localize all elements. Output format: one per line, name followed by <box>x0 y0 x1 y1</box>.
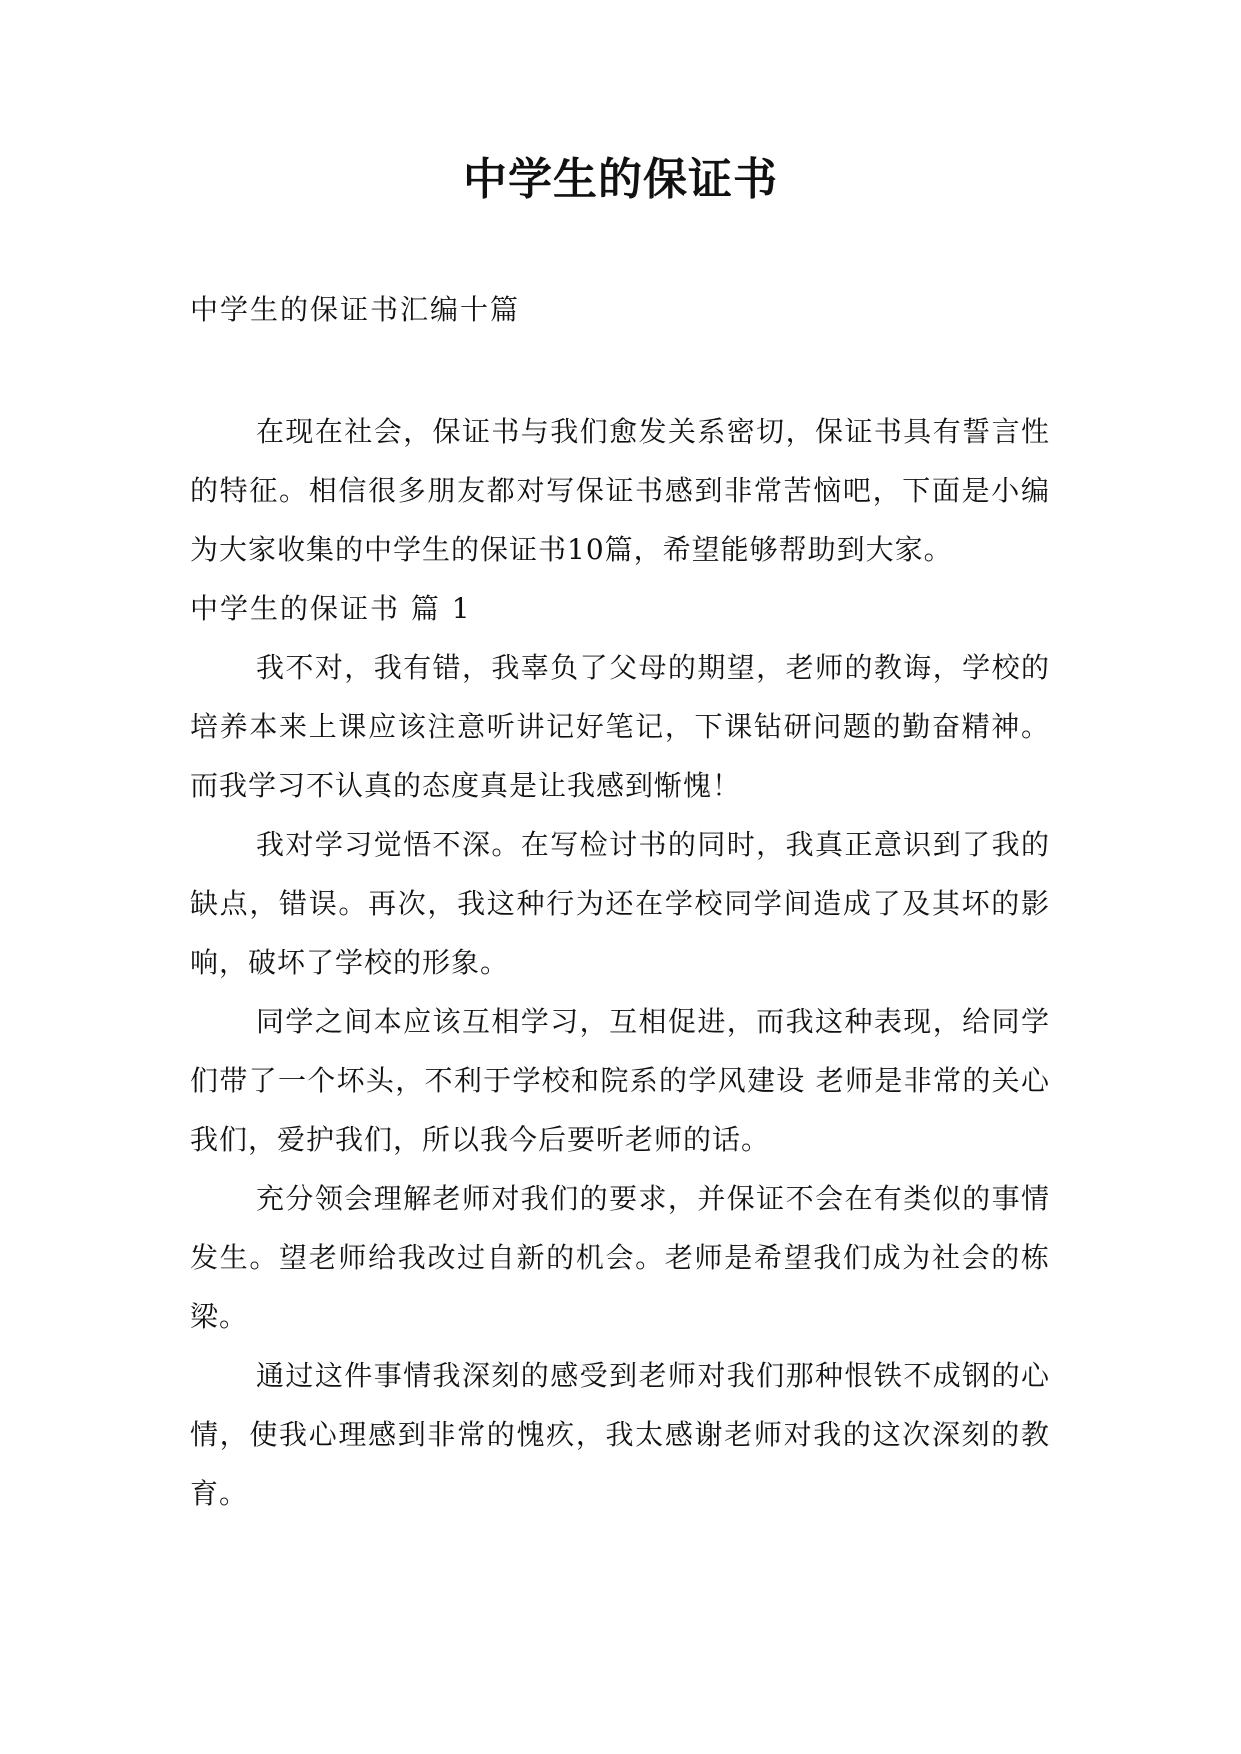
intro-paragraph: 在现在社会，保证书与我们愈发关系密切，保证书具有誓言性的特征。相信很多朋友都对写保证书感到非常苦恼吧，下面是小编为大家收集的中学生的保证书10篇，希望能够帮助到大家。 <box>190 415 1050 566</box>
document-body <box>190 402 1050 1523</box>
body-paragraph-5: 通过这件事情我深刻的感受到老师对我们那种恨铁不成钢的心情，使我心理感到非常的愧疚，我太感谢老师对我的这次深刻的教育。 <box>190 1359 1050 1510</box>
body-paragraph-4: 充分领会理解老师对我们的要求，并保证不会在有类似的事情发生。望老师给我改过自新的机会。老师是希望我们成为社会的栋梁。 <box>190 1182 1050 1333</box>
document-subtitle: 中学生的保证书汇编十篇 <box>190 293 521 326</box>
document-title: 中学生的保证书 <box>463 154 778 205</box>
body-paragraph-2: 我对学习觉悟不深。在写检讨书的同时，我真正意识到了我的缺点，错误。再次，我这种行为还在学校同学间造成了及其坏的影响，破坏了学校的形象。 <box>190 828 1050 979</box>
body-paragraph-1: 我不对，我有错，我辜负了父母的期望，老师的教诲，学校的培养本来上课应该注意听讲记好笔记，下课钻研问题的勤奋精神。而我学习不认真的态度真是让我感到惭愧！ <box>190 651 1050 802</box>
section-heading: 中学生的保证书 篇 1 <box>190 592 472 625</box>
body-paragraph-3: 同学之间本应该互相学习，互相促进，而我这种表现，给同学们带了一个坏头，不利于学校和院系的学风建设 老师是非常的关心我们，爱护我们，所以我今后要听老师的话。 <box>190 1005 1050 1156</box>
